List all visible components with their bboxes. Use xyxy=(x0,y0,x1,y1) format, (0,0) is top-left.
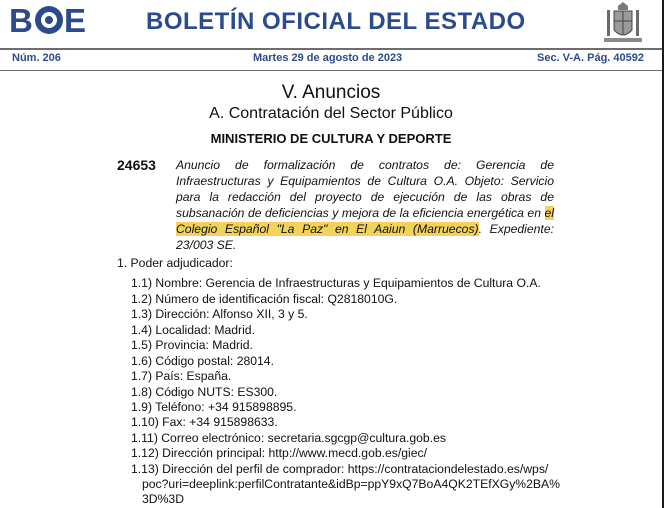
list-item: 1.3) Dirección: Alfonso XII, 3 y 5. xyxy=(131,307,308,321)
issue-date: Martes 29 de agosto de 2023 xyxy=(253,52,403,64)
section-subtitle: A. Contratación del Sector Público xyxy=(209,105,453,122)
list-item: 1.7) País: España. xyxy=(131,369,232,383)
page-title: BOLETÍN OFICIAL DEL ESTADO xyxy=(146,8,526,35)
list-item: 1.13) Dirección del perfil de comprador: https://contrataciondelestado.es/wps/ xyxy=(131,462,549,476)
list-item: 1.5) Provincia: Madrid. xyxy=(131,338,253,352)
list-item-continuation: poc?uri=deeplink:perfilContratante&idBp=ppY9xQ7BoA4QK2TEfXGy%2BA% xyxy=(142,477,561,491)
list-item: 1.8) Código NUTS: ES300. xyxy=(131,385,278,399)
list-item: 1.6) Código postal: 28014. xyxy=(131,354,274,368)
section-page: Sec. V-A. Pág. 40592 xyxy=(536,52,644,64)
announcement-text xyxy=(176,157,554,253)
list-item-continuation: 3D%3D xyxy=(142,492,184,506)
issue-number: Núm. 206 xyxy=(12,52,61,64)
ministry-heading: MINISTERIO DE CULTURA Y DEPORTE xyxy=(210,131,452,146)
svg-text:E: E xyxy=(64,4,86,36)
list-item: 1.10) Fax: +34 915898633. xyxy=(131,415,278,429)
section-title: V. Anuncios xyxy=(281,82,381,103)
header-divider xyxy=(0,70,662,71)
highlighted-text: el Colegio Español "La Paz" en El Aaiun (Marruecos) xyxy=(176,206,554,236)
announcement-text-start: Anuncio de formalización de contratos de: Gerencia de Infraestructuras y Equipamientos de Cultura O.A. Objeto: Servicio para la redacción del proyecto de ejecución de las obras de subsanación de deficiencias y mejora de la eficiencia energética en xyxy=(176,158,554,220)
announcement-text-end: . Expediente: 23/003 SE. xyxy=(176,222,554,252)
list-item: 1.9) Teléfono: +34 915898895. xyxy=(131,400,297,414)
list-item: 1.11) Correo electrónico: secretaria.sgcgp@cultura.gob.es xyxy=(131,431,446,445)
svg-text:B: B xyxy=(9,4,31,36)
list-heading: 1. Poder adjudicador: xyxy=(117,256,233,270)
list-item: 1.4) Localidad: Madrid. xyxy=(131,323,255,337)
list-item: 1.12) Dirección principal: http://www.mecd.gob.es/giec/ xyxy=(131,446,428,460)
list-item: 1.2) Número de identificación fiscal: Q2818010G. xyxy=(131,292,398,306)
page-header xyxy=(0,0,662,50)
boe-logo-icon xyxy=(8,4,86,36)
issue-meta-row xyxy=(0,52,662,68)
list-item: 1.1) Nombre: Gerencia de Infraestructuras y Equipamientos de Cultura O.A. xyxy=(131,276,541,290)
coat-of-arms-icon xyxy=(604,2,642,44)
announcement-number: 24653 xyxy=(117,157,156,173)
